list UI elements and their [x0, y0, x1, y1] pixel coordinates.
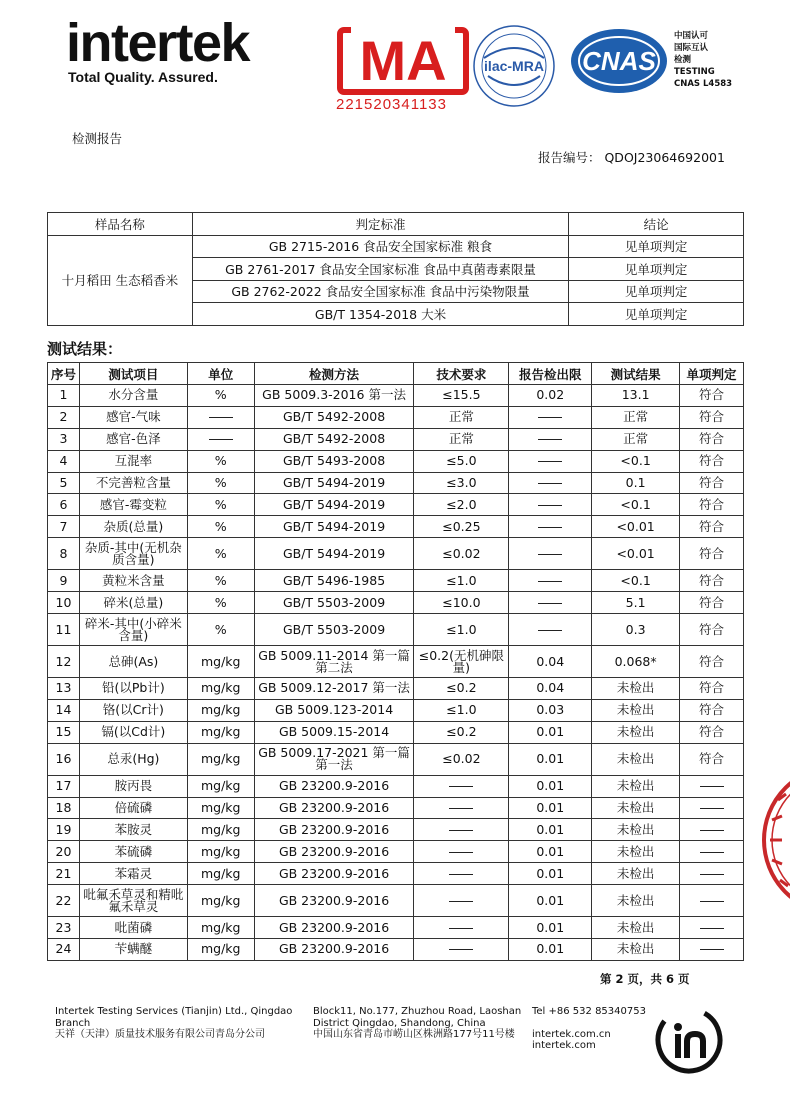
- table-cell: [414, 797, 509, 819]
- table-cell: %: [187, 516, 254, 538]
- table-row: [48, 472, 744, 494]
- col-header: 序号: [48, 363, 80, 385]
- table-row: [48, 428, 744, 450]
- table-cell: 正常: [592, 406, 680, 428]
- table-cell: 0.3: [592, 614, 680, 646]
- table-cell: 13.1: [592, 385, 680, 407]
- table-cell: 未检出: [592, 863, 680, 885]
- table-cell: GB 23200.9-2016: [254, 775, 414, 797]
- table-cell: 符合: [680, 592, 744, 614]
- table-cell: [509, 538, 592, 570]
- table-cell: 22: [48, 885, 80, 917]
- table-cell: [187, 428, 254, 450]
- table-cell: 0.01: [509, 797, 592, 819]
- table-cell: 符合: [680, 721, 744, 743]
- table-cell: 5.1: [592, 592, 680, 614]
- table-cell: [509, 516, 592, 538]
- table-cell: 碎米(总量): [79, 592, 187, 614]
- table-cell: 杂质-其中(无机杂质含量): [79, 538, 187, 570]
- table-cell: GB/T 5494-2019: [254, 494, 414, 516]
- dash-mark: [449, 830, 473, 831]
- summary-table: [47, 212, 744, 326]
- table-cell: 未检出: [592, 841, 680, 863]
- table-cell: <0.01: [592, 516, 680, 538]
- table-cell: ≤1.0: [414, 614, 509, 646]
- table-cell: 6: [48, 494, 80, 516]
- table-cell: 0.01: [509, 841, 592, 863]
- table-cell: 苄螨醚: [79, 939, 187, 961]
- table-cell: ≤0.02: [414, 538, 509, 570]
- table-cell: 互混率: [79, 450, 187, 472]
- col-header: 测试结果: [592, 363, 680, 385]
- cma-text: MA: [359, 29, 447, 92]
- table-cell: %: [187, 570, 254, 592]
- table-cell: 未检出: [592, 819, 680, 841]
- table-cell: [680, 797, 744, 819]
- table-cell: 铅(以Pb计): [79, 678, 187, 700]
- table-row: [48, 917, 744, 939]
- table-cell: 0.01: [509, 819, 592, 841]
- table-cell: <0.1: [592, 450, 680, 472]
- table-cell: 0.01: [509, 743, 592, 775]
- table-cell: 0.04: [509, 678, 592, 700]
- dash-mark: [700, 808, 724, 809]
- table-cell: 2: [48, 406, 80, 428]
- table-row: [48, 538, 744, 570]
- table-cell: %: [187, 385, 254, 407]
- table-cell: [680, 863, 744, 885]
- col-header: 样品名称: [48, 213, 193, 236]
- table-row: [48, 863, 744, 885]
- table-cell: GB/T 5494-2019: [254, 516, 414, 538]
- table-cell: [509, 406, 592, 428]
- table-cell: 未检出: [592, 939, 680, 961]
- dash-mark: [700, 901, 724, 902]
- table-cell: 5: [48, 472, 80, 494]
- table-row: [48, 450, 744, 472]
- seal-stamp-icon: [758, 760, 790, 920]
- conclusion: 见单项判定: [569, 258, 744, 281]
- table-cell: %: [187, 538, 254, 570]
- table-cell: 未检出: [592, 699, 680, 721]
- table-cell: mg/kg: [187, 646, 254, 678]
- table-cell: 未检出: [592, 678, 680, 700]
- table-cell: 11: [48, 614, 80, 646]
- table-cell: 未检出: [592, 797, 680, 819]
- table-cell: 符合: [680, 538, 744, 570]
- cma-number: 221520341133: [336, 96, 447, 113]
- table-cell: mg/kg: [187, 863, 254, 885]
- table-cell: mg/kg: [187, 819, 254, 841]
- table-cell: mg/kg: [187, 775, 254, 797]
- table-row: [48, 939, 744, 961]
- table-cell: GB/T 5493-2008: [254, 450, 414, 472]
- table-cell: 符合: [680, 472, 744, 494]
- table-cell: [509, 494, 592, 516]
- col-header: 测试项目: [79, 363, 187, 385]
- dash-mark: [700, 874, 724, 875]
- table-cell: [414, 885, 509, 917]
- intertek-emblem-icon: [654, 1005, 724, 1075]
- dash-mark: [538, 483, 562, 484]
- table-cell: %: [187, 472, 254, 494]
- table-cell: GB/T 5496-1985: [254, 570, 414, 592]
- table-cell: 感官-气味: [79, 406, 187, 428]
- table-cell: 14: [48, 699, 80, 721]
- table-cell: ≤0.25: [414, 516, 509, 538]
- results-header-row: [48, 363, 744, 385]
- table-cell: ≤1.0: [414, 699, 509, 721]
- table-cell: 正常: [414, 428, 509, 450]
- table-cell: 符合: [680, 614, 744, 646]
- report-number: 报告编号： QDOJ23064692001: [538, 150, 725, 165]
- table-cell: 总汞(Hg): [79, 743, 187, 775]
- table-cell: 碎米-其中(小碎米含量): [79, 614, 187, 646]
- dash-mark: [209, 417, 233, 418]
- table-cell: <0.1: [592, 570, 680, 592]
- dash-mark: [449, 786, 473, 787]
- table-cell: 镉(以Cd计): [79, 721, 187, 743]
- table-cell: ≤0.02: [414, 743, 509, 775]
- table-cell: mg/kg: [187, 743, 254, 775]
- table-row: [48, 406, 744, 428]
- table-row: [48, 614, 744, 646]
- table-cell: mg/kg: [187, 797, 254, 819]
- table-row: [48, 721, 744, 743]
- table-cell: 15: [48, 721, 80, 743]
- col-header: 检测方法: [254, 363, 414, 385]
- results-table: [47, 362, 744, 961]
- table-cell: 0.01: [509, 775, 592, 797]
- table-cell: 12: [48, 646, 80, 678]
- table-cell: 符合: [680, 494, 744, 516]
- table-row: [48, 699, 744, 721]
- dash-mark: [700, 928, 724, 929]
- dash-mark: [449, 928, 473, 929]
- table-cell: ≤2.0: [414, 494, 509, 516]
- table-cell: ≤1.0: [414, 570, 509, 592]
- table-row: [48, 841, 744, 863]
- table-cell: [414, 775, 509, 797]
- table-cell: %: [187, 592, 254, 614]
- dash-mark: [449, 874, 473, 875]
- table-cell: GB 23200.9-2016: [254, 917, 414, 939]
- table-cell: ≤10.0: [414, 592, 509, 614]
- table-cell: mg/kg: [187, 939, 254, 961]
- table-cell: 23: [48, 917, 80, 939]
- table-cell: 不完善粒含量: [79, 472, 187, 494]
- table-cell: 感官-色泽: [79, 428, 187, 450]
- table-row: [48, 743, 744, 775]
- col-header: 单项判定: [680, 363, 744, 385]
- table-cell: mg/kg: [187, 841, 254, 863]
- table-cell: [509, 450, 592, 472]
- table-cell: 正常: [414, 406, 509, 428]
- table-cell: [187, 406, 254, 428]
- table-cell: GB 23200.9-2016: [254, 819, 414, 841]
- cnas-caption: 中国认可 国际互认 检测 TESTING CNAS L4583: [674, 31, 733, 89]
- table-cell: 0.01: [509, 939, 592, 961]
- page-number: 第 2 页，共 6 页: [600, 972, 690, 986]
- col-header: 单位: [187, 363, 254, 385]
- brand-tagline: Total Quality. Assured.: [68, 69, 218, 85]
- dash-mark: [538, 527, 562, 528]
- table-cell: 21: [48, 863, 80, 885]
- table-cell: 未检出: [592, 917, 680, 939]
- dash-mark: [700, 949, 724, 950]
- dash-mark: [449, 949, 473, 950]
- table-cell: [680, 917, 744, 939]
- table-cell: mg/kg: [187, 917, 254, 939]
- table-cell: GB/T 5492-2008: [254, 406, 414, 428]
- table-cell: 黄粒米含量: [79, 570, 187, 592]
- table-cell: GB 5009.123-2014: [254, 699, 414, 721]
- col-header: 结论: [569, 213, 744, 236]
- table-cell: 0.03: [509, 699, 592, 721]
- table-cell: ≤15.5: [414, 385, 509, 407]
- table-cell: ≤0.2(无机砷限量): [414, 646, 509, 678]
- table-cell: 符合: [680, 699, 744, 721]
- table-cell: mg/kg: [187, 721, 254, 743]
- summary-header-row: [48, 213, 744, 236]
- table-cell: 10: [48, 592, 80, 614]
- table-cell: 9: [48, 570, 80, 592]
- table-cell: GB/T 5494-2019: [254, 472, 414, 494]
- table-cell: [414, 939, 509, 961]
- table-cell: 3: [48, 428, 80, 450]
- table-cell: 水分含量: [79, 385, 187, 407]
- table-cell: 符合: [680, 516, 744, 538]
- table-cell: 铬(以Cr计): [79, 699, 187, 721]
- table-cell: 0.01: [509, 721, 592, 743]
- table-cell: GB 5009.15-2014: [254, 721, 414, 743]
- table-cell: 符合: [680, 428, 744, 450]
- table-row: [48, 385, 744, 407]
- standard: GB 2761-2017 食品安全国家标准 食品中真菌毒素限量: [192, 258, 568, 281]
- table-cell: [509, 614, 592, 646]
- table-cell: 苯硫磷: [79, 841, 187, 863]
- table-cell: GB/T 5503-2009: [254, 614, 414, 646]
- dash-mark: [538, 603, 562, 604]
- table-cell: 符合: [680, 678, 744, 700]
- dash-mark: [449, 852, 473, 853]
- footer-company: Intertek Testing Services (Tianjin) Ltd., Qingdao Branch 天祥（天津）质量技术服务有限公司青岛分公司: [55, 1006, 293, 1040]
- dash-mark: [449, 901, 473, 902]
- table-cell: [680, 819, 744, 841]
- table-cell: [680, 939, 744, 961]
- table-cell: 0.01: [509, 863, 592, 885]
- dash-mark: [538, 554, 562, 555]
- table-row: [48, 570, 744, 592]
- table-cell: 总砷(As): [79, 646, 187, 678]
- results-title: 测试结果：: [47, 340, 123, 358]
- dash-mark: [538, 505, 562, 506]
- col-header: 报告检出限: [509, 363, 592, 385]
- dash-mark: [538, 417, 562, 418]
- table-cell: GB 23200.9-2016: [254, 797, 414, 819]
- table-row: [48, 797, 744, 819]
- table-row: [48, 775, 744, 797]
- footer-contact: Tel +86 532 85340753 intertek.com.cn intertek.com: [532, 1006, 646, 1051]
- sample-name: 十月稻田 生态稻香米: [48, 235, 193, 325]
- table-cell: %: [187, 614, 254, 646]
- table-cell: %: [187, 494, 254, 516]
- table-row: [48, 885, 744, 917]
- dash-mark: [700, 786, 724, 787]
- col-header: 技术要求: [414, 363, 509, 385]
- table-cell: GB/T 5494-2019: [254, 538, 414, 570]
- table-row: [48, 494, 744, 516]
- table-cell: 未检出: [592, 775, 680, 797]
- cnas-text: CNAS: [582, 46, 656, 76]
- table-cell: 0.01: [509, 885, 592, 917]
- table-cell: 苯霜灵: [79, 863, 187, 885]
- table-cell: 7: [48, 516, 80, 538]
- table-cell: 符合: [680, 646, 744, 678]
- table-cell: 24: [48, 939, 80, 961]
- table-cell: 倍硫磷: [79, 797, 187, 819]
- table-cell: GB 5009.11-2014 第一篇第二法: [254, 646, 414, 678]
- table-cell: GB/T 5492-2008: [254, 428, 414, 450]
- intertek-logo: intertek: [66, 13, 250, 73]
- table-cell: 0.04: [509, 646, 592, 678]
- dash-mark: [538, 439, 562, 440]
- table-row: [48, 592, 744, 614]
- footer-address: Block11, No.177, Zhuzhou Road, Laoshan District Qingdao, Shandong, China 中国山东省青岛市崂山区株洲路177号11号楼: [313, 1006, 522, 1040]
- table-cell: 未检出: [592, 743, 680, 775]
- cnas-logo-icon: [569, 27, 669, 95]
- table-cell: 正常: [592, 428, 680, 450]
- ilac-text: ilac-MRA: [484, 58, 544, 74]
- table-cell: 0.01: [509, 917, 592, 939]
- dash-mark: [700, 830, 724, 831]
- dash-mark: [209, 439, 233, 440]
- table-cell: 1: [48, 385, 80, 407]
- conclusion: 见单项判定: [569, 280, 744, 303]
- dash-mark: [538, 461, 562, 462]
- table-cell: [414, 819, 509, 841]
- standard: GB 2715-2016 食品安全国家标准 粮食: [192, 235, 568, 258]
- table-cell: <0.01: [592, 538, 680, 570]
- table-cell: [680, 885, 744, 917]
- table-cell: 符合: [680, 570, 744, 592]
- table-cell: [509, 592, 592, 614]
- table-cell: 符合: [680, 743, 744, 775]
- table-cell: 17: [48, 775, 80, 797]
- table-cell: GB 23200.9-2016: [254, 841, 414, 863]
- dash-mark: [700, 852, 724, 853]
- col-header: 判定标准: [192, 213, 568, 236]
- table-cell: 13: [48, 678, 80, 700]
- table-cell: 20: [48, 841, 80, 863]
- table-cell: [509, 570, 592, 592]
- table-cell: 0.02: [509, 385, 592, 407]
- table-cell: 0.1: [592, 472, 680, 494]
- table-cell: GB 5009.3-2016 第一法: [254, 385, 414, 407]
- summary-row: [48, 235, 744, 258]
- table-cell: 18: [48, 797, 80, 819]
- table-cell: %: [187, 450, 254, 472]
- table-cell: 符合: [680, 450, 744, 472]
- table-cell: [509, 428, 592, 450]
- table-cell: GB 23200.9-2016: [254, 939, 414, 961]
- table-cell: 16: [48, 743, 80, 775]
- table-cell: [680, 841, 744, 863]
- table-row: [48, 516, 744, 538]
- table-cell: [509, 472, 592, 494]
- table-cell: ≤5.0: [414, 450, 509, 472]
- table-cell: 胺丙畏: [79, 775, 187, 797]
- table-cell: 未检出: [592, 721, 680, 743]
- table-cell: 感官-霉变粒: [79, 494, 187, 516]
- table-row: [48, 819, 744, 841]
- cma-logo-icon: [337, 24, 469, 98]
- table-cell: GB 5009.12-2017 第一法: [254, 678, 414, 700]
- document-label: 检测报告: [72, 131, 123, 146]
- table-cell: ≤3.0: [414, 472, 509, 494]
- table-cell: [414, 917, 509, 939]
- table-cell: 苯胺灵: [79, 819, 187, 841]
- table-cell: mg/kg: [187, 885, 254, 917]
- table-cell: GB 23200.9-2016: [254, 885, 414, 917]
- table-cell: 0.068*: [592, 646, 680, 678]
- table-cell: [680, 775, 744, 797]
- table-row: [48, 646, 744, 678]
- table-cell: 杂质(总量): [79, 516, 187, 538]
- table-cell: 19: [48, 819, 80, 841]
- table-cell: [414, 841, 509, 863]
- table-cell: 未检出: [592, 885, 680, 917]
- conclusion: 见单项判定: [569, 303, 744, 326]
- table-cell: GB 23200.9-2016: [254, 863, 414, 885]
- conclusion: 见单项判定: [569, 235, 744, 258]
- ilac-mra-logo-icon: [472, 24, 556, 108]
- table-cell: ≤0.2: [414, 678, 509, 700]
- table-cell: ≤0.2: [414, 721, 509, 743]
- standard: GB/T 1354-2018 大米: [192, 303, 568, 326]
- table-cell: GB 5009.17-2021 第一篇第一法: [254, 743, 414, 775]
- dash-mark: [538, 581, 562, 582]
- table-cell: mg/kg: [187, 678, 254, 700]
- standard: GB 2762-2022 食品安全国家标准 食品中污染物限量: [192, 280, 568, 303]
- table-cell: 吡氟禾草灵和精吡氟禾草灵: [79, 885, 187, 917]
- table-cell: <0.1: [592, 494, 680, 516]
- dash-mark: [449, 808, 473, 809]
- table-cell: 4: [48, 450, 80, 472]
- table-cell: 符合: [680, 385, 744, 407]
- table-cell: 8: [48, 538, 80, 570]
- table-cell: [414, 863, 509, 885]
- table-cell: mg/kg: [187, 699, 254, 721]
- dash-mark: [538, 630, 562, 631]
- table-cell: 符合: [680, 406, 744, 428]
- table-cell: GB/T 5503-2009: [254, 592, 414, 614]
- table-row: [48, 678, 744, 700]
- table-cell: 吡菌磷: [79, 917, 187, 939]
